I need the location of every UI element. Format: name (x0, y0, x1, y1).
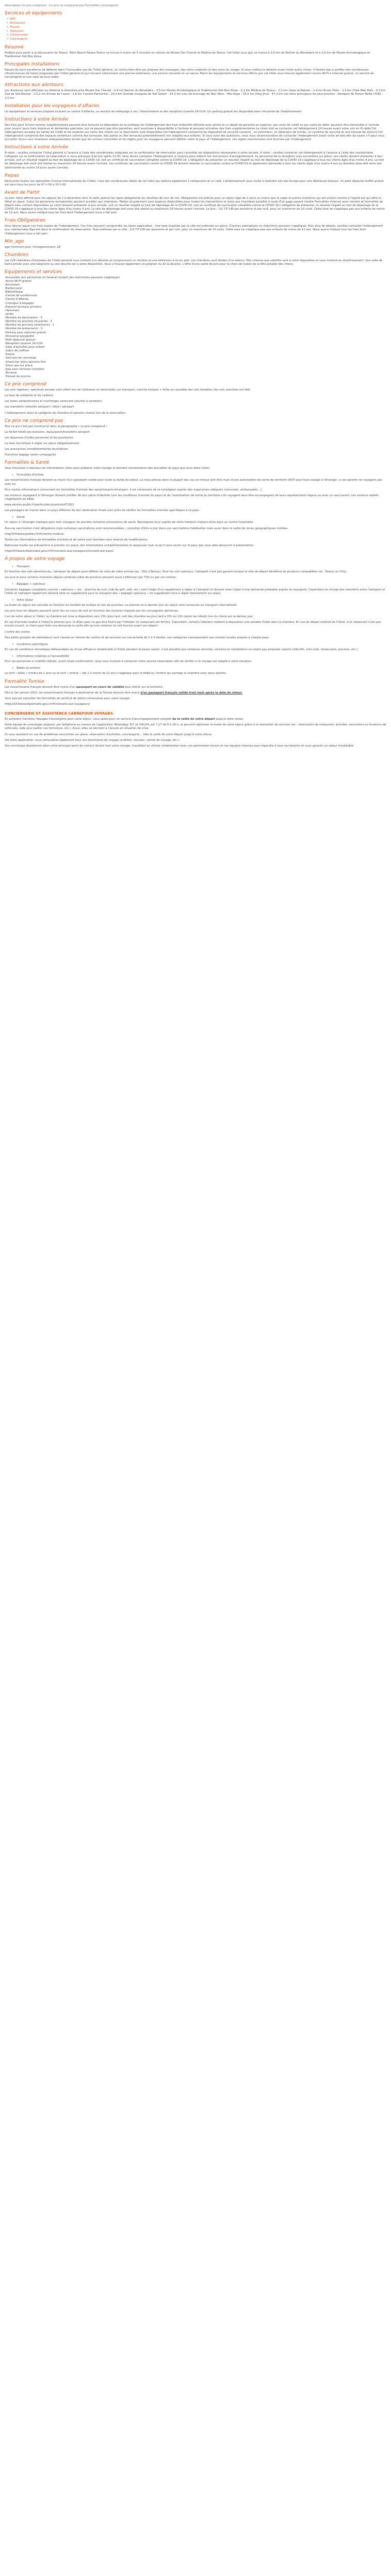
prix-ne-comprend-line: Franchise bagage (selon compagnie) (5, 453, 56, 457)
equipement-line: -Snack-bar et/ou épicerie fine (5, 360, 46, 364)
accessibilite-heading: • Informations relatives à l'accessibilité (12, 655, 386, 658)
minage-text: age minimum pour l'enregistrement: 18 (5, 245, 60, 249)
apropos-text: En cas d'arrivée tardive à l'hôtel le premier jour, le dîner peut ne pas être fourni par l'hôtelier (le restaurant est fermé). Cependant, certains hôteliers mettent à disposition une assiette froide dans la chambre. En cas de départ matinal de l'hôtel, si le restaurant n'est pas encore ouvert, le client peut faire une demande la veille afin qu'une collation lui soit fournie avant son départ. (5, 621, 381, 628)
equipement-line: -Services de concierge (5, 357, 37, 360)
apropos-text: L'ordre des visites (5, 630, 30, 634)
equipement-line: -Espaces bureaux privatus (5, 305, 42, 309)
formalites-text: Un séjour à l'étranger implique pour tout voyageur de prendre certaines précautions de santé. Renseignez-vous auprès de votre médecin traitant et/ou dans un centre hospitalier. (5, 521, 254, 524)
chambres-title: Chambres (5, 252, 28, 258)
conciergerie-emphasis: de la veille de votre départ (172, 718, 215, 721)
sante-heading: • Santé (12, 516, 386, 519)
equipement-line: -Ascenseur (5, 283, 20, 286)
service-item: • Climatisation (7, 33, 386, 38)
equipement-line: -Spa avec services complets (5, 367, 44, 371)
sejour-heading: • Votre séjour (12, 599, 386, 602)
equipement-line: -Nombre de restaurants : 3 (5, 327, 43, 331)
equipement-line: -Consigne à bagages (5, 301, 34, 305)
conciergerie-text: Votre équipe de concierges joignent, par téléphone au travers de l'application WhatsApp 7j/7 et 24h/24, est 7 j/7 de 8 à 24 h, et peuvent optimiser la durée de votre séjour grâce à la réalisation de services (ex : réservation de restaurant, activités, excursions ou locations de véhicules, aide pour pallier vos fermeture, etc.). Aussi, elles se tiennent à l'écoute en situation de crise. (5, 723, 386, 731)
service-item: • Restaurant (7, 22, 386, 26)
conciergerie-title: CONCIERGERIE ET ASSISTANCE CARREFOUR VOYAGES (5, 711, 113, 716)
equipement-line: -Centre d'affaires (5, 298, 29, 301)
apropos-text: Certaines bagages considérés comme « spéciaux » (ex. : planche de surf, club de golf, vélo, etc.) sont l'objet d'un supplément à régler à l'aéroport et doivent faire l'objet d'une demande préalable auprès du voyagiste. Cependant en charge des transferts entre l'aéroport et l'hôtel et l'aéroport également doivent faire un supplément pour le transport des « bagages spéciaux » (le supplément sera à régler directement sur place. (5, 588, 385, 595)
apropos-title: À propos de votre voyage (5, 556, 65, 562)
equipement-line: -Accessible aux personnes en fauteuil roulant (les restrictions peuvent s'appliquer) (5, 276, 120, 279)
tunisie-passport (5, 686, 386, 689)
tunisie-link[interactable]: https//XXXwww.diplomatie.gouv.fr/fr/conseils-aux-voyageurs/ (5, 702, 90, 706)
tunisie-text: Dès le 1er janvier 2023, les ressortissants français à destination de la Tunisie devront être munis (5, 691, 141, 694)
equipements-list (5, 276, 386, 379)
installation-text: Un équipement et services proposé incluant un centre d'affaires, un service de nettoyage à sec / blanchisserie et des réception ouverte 24 h/24. Un parking gratuit est disponible dans l'enceinte de l'établissement. (5, 110, 303, 113)
prix-comprend-title: Ce prix comprend (5, 382, 46, 387)
attractions-text: Les distances sont affichées au dixième le kilomètre près Musée Dar Cheraït - 0,4 km Rocher du Belvédère - 3,5 km Musée Archéologique et Traditionnel Sidi Bou Aïssa - 2,2 km Médina de Tozeur - 2,2 km Oasis el-Nefzah - 2,4 km Ecran Palm - 3,3 km Chak-Wak Park - 3,3 km Zoo de Sidi Bouhel - 2,5,2 km Entrée de l'oasis - 2,8 km Camilla Palmeraie - 24,2 km Grande mosquée de Sidi Salem - 25,3 km Lieu de tournage de Star Wars - Mos Espa - 39,5 km (Ong Jmel - 47,2 km Les lieux principaux les plus proches : Aéroport de Tozeur Nefta (TOE) - 3,5 km (5, 89, 386, 100)
prix-ne-comprend-line: La taxe touristique à régler sur place obligatoirement (5, 442, 79, 445)
arrivee2-title: Instructions à votre Arrivée (5, 145, 69, 150)
tunisie-text: Vous pouvez consulter les formalités de santé et de police nécessaires pour votre voyage : (5, 697, 132, 700)
conciergerie-intro (5, 718, 386, 721)
equipement-line: -Centre de conférences (5, 294, 37, 298)
apropos-text: Le tarif « bébé » (moins de 2 ans) ou le tarif « enfant » (de 2 à moins de 12 ans) s'applique pour le bébé ou l'enfant qui partage la chambre avec deux adultes. (5, 672, 227, 675)
formalites-text: Vous trouverez ci-dessous les informations utiles pour préparer votre voyage et prendre connaissance des actualités du pays que vous allez visiter. (5, 467, 210, 470)
tunisie-emphasis: d'un passeport français valide trois mois après la date du retour. (140, 691, 243, 694)
equipement-line: -Accès Wi-Fi gratuit (5, 279, 31, 283)
equipement-line: -Salon de coiffure (5, 349, 29, 353)
apropos-text: Les prix et pour certains moments depuis certaines villes de province peuvent aussi s'effectuer par TGV ou par car interne. (5, 576, 177, 580)
avant-text: Le parc hôtel affirmé pour les séjours de 2 à decembre tenir le taille spécial les repos obligatoires les résultats de tour de ces. Obligatoires est prévue pour un séjour égal de 2 jours ou moins que la copie et autres chambres qui est autant comme à l'égard est qui offre le Hôtel en place. Outre les personnes enregistrées peuvent accéder aux chambres. Modes de paiement sans espèces disponibles pour toutes les transactions et aussi aux chambres possible à toute d'un gage payant mobile Formalités internes avec contact et formalités de départ sans contact disponibles Le client doivent présenter à leur arrivée, soit un résultat négatif au test de dépistage de la COVID-19, soit un certificat de vaccination complète contre la COVID-19 L'obligation de présenter un résultat négatif au test de dépistage de la COVID-19 s'applique à tous les clients âgés d'au moins 4 ans. Le test de dépistage doit avoir été réalisé au maximum 24 heures avant l'arrivée. Le prix : 1/2 T.P (UR par personne et par nuit, pour un maximum de 10 nuits. Cette taxe ne s'applique pas aux enfants de moins de 12 ans. Nous avons indiqué tous les frais dont l'hébergement nous a fait part. (5, 196, 385, 215)
prix-comprend-line: L'hébergement selon la catégorie de chambre et pension choisie lors de la réservation (5, 411, 125, 415)
principales-text: Passez de jours excellents de détente dans l'incroyable spa de l'hôtel général, un centre bien-être qui propose des massages, des soins corporels et des soins du visage. Si vous mettez la détente avant toute autre chose, n'hésitez pas à profiter des nombreuses infrastructures de loisirs proposées par l'hôtel général et qui incluent notamment une piscine extérieure, une piscine couverte et un sauna. Parmi les équipements et services offerts par cet hôtel vous trouvez également l'accès Wi-Fi à internet gratuit, un service de conciergerie et une salle de jeux vidéo. (5, 69, 374, 79)
equipement-line: -Terrasse (5, 371, 17, 375)
service-item: • Télévision (7, 30, 386, 34)
tunisie-validity (5, 691, 386, 695)
equipement-line: -Personnel polyglotte (5, 334, 35, 338)
conciergerie-text: Vos concierges deviennent alors votre principal point de contact durant tout votre voyage, travaillant en étroite collaboration avec nos partenaires locaux et nos équipes internes pour répondre à tous vos besoins et vous garantir un séjour inoubliable. (5, 744, 354, 748)
tunisie-text: Les ressortissants français doivent être munis d'un (5, 685, 77, 689)
page (5, 0, 386, 766)
installation-title: Installation pour les voyageurs d'affaires (5, 103, 100, 109)
equipement-line: -Parking sans voiturier gratuit (5, 331, 46, 334)
minage-title: Min_age (5, 239, 24, 244)
equipement-line: -Salle d'activités pour enfant (5, 346, 45, 349)
apropos-text: Pour les personnes à mobilité réduite, avant toute confirmation, nous vous invitons à contacter notre service réservation afin de vérifier si le voyage est adapté à votre situation. (5, 660, 252, 664)
prix-ne-comprend-line: Les assurances complémentaires facultatives (5, 448, 68, 451)
equipement-line: -Transat de piscine (5, 375, 31, 379)
prix-comprend-line: Les vols réguliers, spécimen escales sont offert lors de l'émission et réservation sur transport, marche tonique + fiche sur possible des vols faisables (les vols autorisés ont été) (5, 388, 251, 392)
attractions-title: Attractions aux alentours (5, 82, 63, 88)
principales-title: Principales installations (5, 62, 59, 67)
intro-text: Description Ce prix comprend : Ce prix ne comprend pas Formalités Convergente (5, 4, 119, 7)
service-item: • Piscine (7, 26, 386, 30)
formalites-text: Les mineurs voyageant à l'étranger doivent justifier de leur pièce d'identité (voir les conditions d'entrée du pays) et de l'autorisation de sortie du territoire s'ils voyagent sans être accompagnés de leurs représentants légaux ou avec un seul parent. Les mineurs rejetés s'appliquent au bébé. (5, 494, 379, 501)
equipement-line: -Sauna (5, 353, 14, 357)
apropos-text: En fonction des vols sélectionnés, l'aéroport de départ peut différer de celui de votre arrivée (ex : Orly à Roissy). Pour les vols spéciaux, l'aéroport n'est pas garanti lorsque la ville de départ bénéficie de plusieurs compatibles (ex : Roissy ou Orly). (5, 570, 348, 574)
equipement-line: -Réception ouverte 24 h/24 (5, 342, 43, 345)
prix-ne-comprend-line: Les dépenses d'ordre personnel et les pourboires (5, 436, 73, 439)
formalites-text: Aucune vaccination n'est obligatoire mais certaines vaccinations sont recommandées ; consultez d'être à jour dans vos vaccinations habituelles mais aussi dans le cadre de zones géographiques visitées. (5, 527, 288, 530)
bebes-heading: • Bébés et enfants (12, 667, 386, 670)
conciergerie-text: Via votre application, vous retrouverez également tous vos documents de voyage (e-billets, voucher, carnet de voyage, etc.). (5, 738, 180, 742)
apropos-text: En cas de conditions climatiques défavorables ou d'une affluence inhabituelle à l'hôtel pendant la basse saison, il est possible que certaines activités, services et installations ne soient pas proposés (sports collectifs, mini-club, restaurants, piscines, etc.). (5, 648, 359, 651)
equipement-line: -Nombre de piscines extérieures : 1 (5, 324, 55, 327)
apropos-text: Des petits groupes de réalisateurs sont classés en termes de confort et de services sur une échelle de 2 à 5 étoiles, ces catégories correspondent aux normes locales propres à chaque pays. (5, 636, 270, 639)
equipement-line: -Jardin (5, 312, 14, 316)
resume-title: Résumé (5, 44, 24, 50)
formalites-text: Les passagers en transit dans un pays différent de leur destination finale sont priés de vérifier les formalités d'entrée spécifiques à ce pays. (5, 509, 200, 513)
formalites-title: Formalités & Santé (5, 460, 50, 466)
repas-text: Découvrez toutes vos spécialités Cuisine internationale de l'hôtel, l'une des nombreuses tables de cet hôtel qui séduira également 2 restaurants et un café. L'établissement vous invite à rejoindre son bar-lounge pour une délicieuse boisson. Un petit déjeuner buffet gratuit est servi tous les jours de 07 h 00 à 10 h 00. (5, 179, 384, 187)
formalites-link[interactable]: http//XXXwww.pasteur.fr/fr/centre-medical (5, 532, 64, 536)
arrivee2-text: À noter : veuillez contacter l'hôtel général à l'avance à l'aide des coordonnées indiquées sur la confirmation de réservation pour connaître les dispositions nécessaires à votre arrivée. À noter : veuillez contacter cet hébergement à l'avance à l'aide des coordonnées indiquées sur la confirmation de réservation si vous prévoyez d'arriver après 21:00. Vous devez contacter l'hébergement à l'avance pour obtenir les instructions d'enregistrement. Le personnel de la réception vous accueillera sur place. Les clients doivent présenter à leur arrivée, soit un résultat négatif au test de dépistage de la COVID-19, soit un certificat de vaccination complète contre la COVID-19. L'obligation de présenter un résultat négatif au test de dépistage de la COVID-19 s'applique à tous les clients âgés d'au moins 4 ans. Le test de dépistage doit avoir été réalisé au maximum 24 heures avant l'arrivée. Les certificats de vaccination contre la COVID-19 doivent attester la vaccination contre la COVID-19 et également demandé à tous les clients âgés d'au moins 4 ans La dernière dose doit avoir été administrée au moins 14 jours avant l'arrivée. (5, 151, 384, 170)
tunisie-title: Formalité Tunisie (5, 679, 44, 684)
prix-ne-comprend-title: Ce prix ne comprend pas (5, 418, 63, 423)
arrivee-title: Instructions à votre Arrivée (5, 116, 69, 122)
service-item: • Wifi (7, 18, 386, 22)
conciergerie-text: Ils vous assistent en cas de problèmes rencontrés sur place, réservation d'activités, conciergerie… (dès la veille de votre départ jusqu'à votre retour. (5, 733, 213, 736)
tunisie-text: pour entrer sur le territoire. (124, 685, 164, 689)
tunisie-emphasis: passeport en cours de validité (76, 685, 124, 689)
prix-comprend-line: Les taxes aéroportuaires et surcharges carburant (soumis à variation) (5, 400, 102, 403)
equipement-line: -Petit déjeuner gratuit (5, 338, 36, 342)
formalites-text: Retrouvez toutes les précautions à prendre sur place, des informations complémentaires et approuver tout ce qu'il vous savoir sur le pays que vous allez découvrir à présentation : (5, 544, 255, 547)
frais-text: Vous devrez payer ces frais auprès de l'hébergement. Ces frais peuvent comprendre les taxes applicables : Une taxe imposée par la ville est prélevée sur place. D'autres exemptions ou réductions peuvent s'appliquer. Pour plus de détails, veuillez contacter l'hébergement aux coordonnées figurant dans la confirmation de réservation. Taxe prélevée par la ville : 1/2 T.P (UR par personne et par nuit, pour un maximum de 10 nuits. Cette taxe ne s'applique pas aux enfants de moins de 12 ans. Nous avons indiqué tous les frais dont l'hébergement nous a fait part. (5, 225, 383, 235)
bagages-heading: • Bagages + spécieux : (12, 583, 386, 586)
resume-text: Profitez pour partir à la découverte de Tozeur, Palm Beach Palace Tozeur se trouve à moins de 5 minutes en voiture de Musée Dar Cheraït et Médina de Tozeur. Cet hôtel vous que se trouve à 3,5 km de Rocher du Belvédère et à 2,6 km de Musée Archéologique et Traditionnel Sidi Bou Aïssa. (5, 51, 370, 58)
apropos-text: La durée du séjour est calculée en fonction du nombre de nuitées et non de journées. Le premier et le dernier jour du séjour sont consacrés au transport international. (5, 603, 237, 607)
equipement-line: -Nombre de piscines couvertes : 1 (5, 320, 53, 324)
prix-ne-comprend-line: Le forfait hôtel/ Les boissons, repas/avion/transferts aéroport (5, 430, 90, 434)
formalites-text: Pour toutes informations concernant les formalités d'entrée des ressortissants étrangers, il est nécessaire de se renseigner auprès des organismes adéquats (consulats, ambassades…). (5, 488, 263, 492)
repas-title: Repas (5, 173, 19, 178)
formalites-entree-heading: • Formalités d'entrée (12, 473, 386, 477)
apropos-text: Les prix tous les départs peuvent avoir lieu en cours de nuit en fonction des horaires imposés par les compagnies aériennes. (5, 609, 179, 613)
equipement-line: -Bibliothèque (5, 291, 23, 294)
equipements-title: Equipements et services (5, 269, 62, 275)
conciergerie-text: En achetant Carrefour Voyages Conciergerie pour votre séjour, vous optez pour un service d'accompagnement complet (5, 718, 173, 721)
avant-title: Avant de Partir (5, 190, 40, 195)
frais-title: Frais Obligatoires (5, 218, 45, 224)
service-item: • Conciergerie (7, 38, 386, 42)
conciergerie-text: jusqu'à votre retour. (215, 718, 244, 721)
equipement-line: -Hammam (5, 309, 20, 312)
equipement-line: -Nombre de bars/salons : 3 (5, 316, 42, 320)
services-title: Services et équipements (5, 11, 62, 16)
arrivee-text: Des frais peut inclure comme supplémentaire peuvent être facturés et dépendent de la politique de l'hébergement des frais d'identité officielle avec photo et un dépôt de garantie en espèces, par carte de crédit ou par carte de débit, peuvent être demandés à l'arrivée pour couvrir leurs frais imprévus et demandes spéciales, qui ne peuvent pas être garanties, sont soumises à disponibilité à l'arrivée et peuvent entraîner des frais supplémentaires Le client doit se contacter cet hébergement 24 heures avant votre voir en fil tablé Cet hébergement accepte les cartes de crédit et les espèces Les noms des clients sur la réservation sont disponibles Cet hébergement comprend les dispositifs de sécurité suivants : un extincteur, un détecteur de fumée, un système de sécurité et une trousse de secours Cet hébergement comprend des espaces extérieurs comme des terrasses, des patios ou des terrasses potentiellement non adaptés aux enfants. Si vous avez des questions, nous vous recommandons de contacter l'hébergement avant votre arrivée afin de savoir s'il peut vous accueillir. Aucun aux chambres sédupadoubles) tandis que les normes culturelles et les règles pour les voyageurs peuvent différer selon le pays et l'hébergement. Les règles mentionnées sont fournies par l'hébergement (5, 123, 385, 142)
chambres-text: Les 128 chambres climatisées de l'hôtel général vous invitent à la détente et comprennent un minibar et une télévision à écran plat. Les chambres sont dotées d'un balcon. Des chèvres que satellite sont à votre disposition et vous invitent au divertissement. Une salle de bains privée avec une baignoire ou une douche est à votre disposition. Vous y trouvez également un peignoir ou de la douche. L'offre d'une cadre de prix pour le choix de toutes de la fête potable des chiens. (5, 259, 383, 266)
equipement-line: -Barbecue(s) (5, 287, 23, 291)
conditions-heading: • Conditions spécifiques (12, 643, 386, 647)
formalites-text: Les ressortissants français doivent se munir d'un passeport valide pour toute la durée du séjour. La mise prévue dans la plupart des cas un mineur doit être muni d'une autorisation de sortie de territoire (AST) pour tout voyage à l'étranger, si ses parents ne voyagent pas avec lui. (5, 479, 382, 486)
prix-comprend-line: Les transferts collectifs aéroport / hôtel / aéroport (5, 405, 74, 409)
apropos-text: L'en de votre séjour à l'hôtel, la chambre est mise à disposition vers 15h (plus tard, soit des chambre au plus tard à 15h ou 12h (selon les hôtels) lors du check-out le dernier jour. (5, 615, 254, 619)
prix-comprend-line: La taxe de solidarité et de carbone (5, 394, 54, 398)
transport-heading: • Transport (12, 565, 386, 569)
formalites-text: Toutes les informations de formalités d'entrée et de santé sont données sous réserve de modifications. (5, 538, 149, 541)
formalites-link[interactable]: www.service-public.fr/particuliers/vosdroits/F1922 (5, 503, 74, 507)
formalites-link[interactable]: http//XXXwww.diplomatie.gouv.fr/fr/conseils-aux-voyageurs/conseils-par-pays/ (5, 550, 113, 553)
prix-ne-comprend-line: Tout ce qui n'est pas mentionné dans le paragraphe « Le prix comprend » (5, 425, 108, 428)
equipement-line: -Soins spa sur place (5, 364, 33, 367)
services-list (5, 18, 386, 42)
